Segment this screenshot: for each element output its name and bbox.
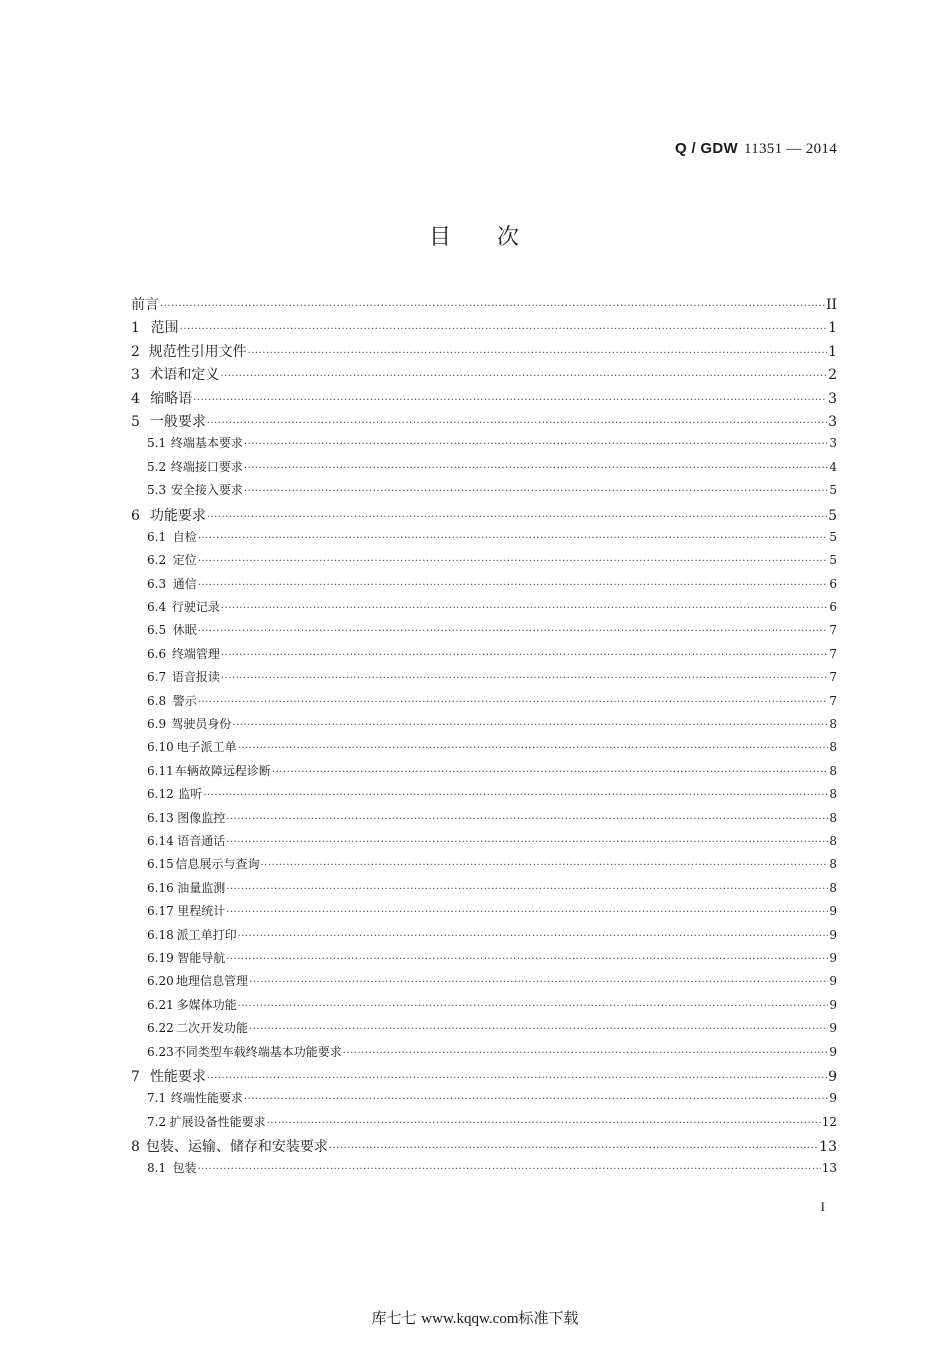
toc-entry-page: 7 (829, 646, 837, 661)
toc-entry-label: 缩略语 (150, 390, 193, 407)
toc-leader-dots (226, 907, 828, 918)
toc-entry-label: 扩展设备性能要求 (169, 1114, 266, 1129)
toc-entry-number: 7.2 (147, 1114, 167, 1129)
toc-entry-page: 7 (829, 670, 837, 685)
toc-entry-label: 安全接入要求 (170, 483, 243, 498)
toc-entry-page: 3 (828, 413, 837, 430)
toc-entry[interactable] (131, 1089, 837, 1112)
toc-entry-page: 8 (829, 833, 837, 848)
toc-entry[interactable] (131, 388, 837, 411)
toc-entry-page: 9 (829, 1044, 837, 1059)
toc-leader-dots (198, 580, 829, 591)
standard-code (675, 139, 837, 158)
toc-entry-page: 7 (829, 623, 837, 638)
toc-entry[interactable] (131, 879, 837, 902)
toc-entry-page: 4 (829, 459, 837, 474)
toc-entry-label: 包装、运输、储存和安装要求 (145, 1139, 328, 1156)
toc-entry[interactable] (131, 902, 837, 925)
toc-leader-dots (198, 556, 829, 567)
toc-leader-dots (238, 1001, 829, 1012)
toc-entry-label: 自检 (172, 529, 197, 544)
toc-entry-label: 车辆故障远程诊断 (174, 763, 271, 778)
toc-entry[interactable] (131, 785, 837, 808)
toc-entry-label: 规范性引用文件 (148, 343, 247, 360)
toc-entry[interactable] (131, 528, 837, 551)
toc-leader-dots (198, 533, 829, 544)
toc-entry[interactable] (131, 832, 837, 855)
toc-leader-dots (160, 301, 825, 312)
toc-entry-label: 功能要求 (149, 507, 206, 524)
toc-leader-dots (244, 486, 828, 497)
toc-entry-label: 包装 (172, 1161, 197, 1176)
toc-entry-label: 智能导航 (177, 950, 226, 965)
toc-entry-page: 6 (829, 600, 837, 615)
toc-entry-number: 6.22 (147, 1021, 174, 1036)
toc-entry-label: 信息展示与查询 (175, 857, 260, 872)
toc-entry-number: 7 (131, 1068, 140, 1085)
toc-leader-dots (244, 463, 828, 474)
toc-leader-dots (193, 395, 827, 406)
toc-entry-page: 1 (828, 343, 837, 360)
toc-entry-page: 6 (829, 576, 837, 591)
toc-leader-dots (249, 1024, 828, 1035)
toc-entry-page: 9 (828, 1068, 837, 1085)
toc-entry-page: 8 (829, 740, 837, 755)
toc-entry[interactable] (131, 1066, 837, 1089)
toc-leader-dots (221, 650, 829, 661)
toc-entry-page: 2 (828, 367, 837, 384)
toc-entry-number: 6.6 (147, 646, 167, 661)
toc-leader-dots (180, 324, 827, 335)
toc-entry[interactable] (131, 668, 837, 691)
toc-leader-dots (207, 1073, 827, 1084)
toc-entry-label: 终端管理 (171, 646, 220, 661)
toc-leader-dots (207, 418, 827, 429)
toc-entry[interactable] (131, 762, 837, 785)
toc-entry-page: 9 (829, 1091, 837, 1106)
table-of-contents (131, 294, 837, 1183)
toc-entry[interactable] (131, 505, 837, 528)
toc-entry-page: 1 (828, 320, 837, 337)
toc-entry-number: 6.13 (147, 810, 174, 825)
toc-entry-label: 一般要求 (149, 413, 206, 430)
toc-entry-page: II (825, 297, 837, 313)
toc-leader-dots (198, 1164, 821, 1175)
toc-entry-number: 6.17 (147, 904, 174, 919)
toc-entry-page: 9 (829, 997, 837, 1012)
toc-entry-label: 行驶记录 (171, 600, 220, 615)
toc-entry[interactable] (131, 996, 837, 1019)
toc-entry-label: 前言 (131, 297, 159, 313)
toc-entry-label: 地理信息管理 (176, 974, 249, 989)
toc-entry[interactable] (131, 949, 837, 972)
toc-entry-number: 5 (131, 413, 140, 430)
toc-entry[interactable] (131, 598, 837, 621)
toc-entry-number: 6.16 (147, 880, 174, 895)
toc-entry-label: 图像监控 (177, 810, 226, 825)
footer-site-name: 库七七 (371, 1309, 417, 1327)
toc-leader-dots (226, 884, 828, 895)
toc-entry[interactable] (131, 294, 837, 317)
toc-entry-number: 8 (131, 1139, 140, 1156)
toc-entry-number: 6.15 (147, 857, 174, 872)
toc-leader-dots (226, 954, 828, 965)
toc-entry[interactable] (131, 855, 837, 878)
toc-entry-page: 8 (829, 717, 837, 732)
toc-entry[interactable] (131, 738, 837, 761)
toc-leader-dots (238, 931, 829, 942)
toc-entry-page: 9 (829, 904, 837, 919)
toc-entry-label: 通信 (172, 576, 197, 591)
toc-entry-page: 8 (829, 810, 837, 825)
toc-entry-label: 警示 (172, 693, 197, 708)
toc-entry-number: 6.18 (147, 927, 174, 942)
toc-entry-page: 13 (821, 1161, 837, 1176)
toc-entry[interactable] (131, 458, 837, 481)
toc-entry-number: 6.14 (147, 833, 174, 848)
toc-leader-dots (221, 603, 829, 614)
toc-entry-number: 5.1 (147, 436, 167, 451)
toc-entry-page: 9 (829, 927, 837, 942)
toc-entry-page: 7 (829, 693, 837, 708)
toc-entry[interactable] (131, 575, 837, 598)
standard-code-number: 11351 — 2014 (743, 141, 837, 157)
toc-leader-dots (207, 512, 827, 523)
toc-entry-label: 电子派工单 (176, 740, 237, 755)
page-title-left: 目 (428, 225, 453, 250)
toc-entry-label: 里程统计 (177, 904, 226, 919)
toc-entry[interactable] (131, 972, 837, 995)
toc-leader-dots (267, 1118, 821, 1129)
toc-entry-number: 6.5 (147, 623, 167, 638)
toc-entry-number: 6.4 (147, 600, 167, 615)
toc-entry-number: 3 (131, 367, 140, 384)
toc-entry-label: 休眠 (172, 623, 197, 638)
toc-entry-page: 8 (829, 880, 837, 895)
toc-entry-number: 5.2 (147, 459, 167, 474)
toc-entry-number: 4 (131, 390, 140, 407)
toc-entry-number: 6.21 (147, 997, 174, 1012)
toc-entry-page: 9 (829, 950, 837, 965)
toc-entry-number: 6.19 (147, 950, 174, 965)
toc-entry[interactable] (131, 1136, 837, 1159)
toc-entry[interactable] (131, 1113, 837, 1136)
toc-leader-dots (238, 743, 829, 754)
toc-entry-number: 6.3 (147, 576, 167, 591)
toc-leader-dots (220, 371, 827, 382)
toc-entry-page: 13 (819, 1139, 837, 1156)
toc-entry-label: 多媒体功能 (176, 997, 237, 1012)
toc-entry[interactable] (131, 434, 837, 457)
toc-entry-label: 性能要求 (149, 1068, 206, 1085)
page-number: I (820, 1199, 825, 1214)
toc-leader-dots (272, 767, 828, 778)
toc-leader-dots (226, 837, 828, 848)
toc-entry-label: 油量监测 (177, 880, 226, 895)
toc-entry[interactable] (131, 645, 837, 668)
toc-entry-page: 5 (829, 529, 837, 544)
toc-leader-dots (329, 1143, 818, 1154)
toc-leader-dots (203, 790, 828, 801)
toc-entry-number: 6.2 (147, 553, 167, 568)
toc-entry-number: 5.3 (147, 483, 167, 498)
toc-entry[interactable] (131, 481, 837, 504)
toc-entry-number: 2 (131, 343, 140, 360)
toc-entry-label: 终端性能要求 (170, 1091, 243, 1106)
standard-code-prefix: Q / GDW (675, 140, 738, 157)
toc-entry-page: 9 (829, 974, 837, 989)
toc-entry-page: 5 (829, 553, 837, 568)
toc-entry[interactable] (131, 551, 837, 574)
toc-entry-label: 派工单打印 (176, 927, 237, 942)
toc-entry-label: 语音报读 (171, 670, 220, 685)
toc-entry-label: 定位 (172, 553, 197, 568)
toc-entry[interactable] (131, 1043, 837, 1066)
toc-entry-page: 8 (829, 787, 837, 802)
toc-entry[interactable] (131, 364, 837, 387)
toc-entry-number: 7.1 (147, 1091, 167, 1106)
footer-url[interactable]: www.kqqw.com (421, 1311, 519, 1327)
toc-entry[interactable] (131, 317, 837, 340)
toc-entry-page: 12 (821, 1114, 837, 1129)
toc-entry-label: 不同类型车载终端基本功能要求 (173, 1044, 342, 1059)
toc-entry[interactable] (131, 411, 837, 434)
toc-entry[interactable] (131, 1019, 837, 1042)
toc-entry-label: 术语和定义 (149, 367, 220, 384)
toc-entry[interactable] (131, 692, 837, 715)
toc-entry[interactable] (131, 715, 837, 738)
toc-leader-dots (248, 348, 827, 359)
toc-entry-number: 6.8 (147, 693, 167, 708)
toc-entry-number: 6.7 (147, 670, 167, 685)
toc-entry-number: 8.1 (147, 1161, 167, 1176)
toc-entry-number: 6.12 (147, 787, 174, 802)
toc-leader-dots (198, 697, 829, 708)
toc-entry-page: 8 (829, 763, 837, 778)
toc-leader-dots (226, 814, 828, 825)
toc-entry-number: 6.20 (147, 974, 174, 989)
toc-entry-label: 监听 (178, 787, 203, 802)
toc-entry-number: 6 (131, 507, 140, 524)
toc-entry-number: 6.23 (147, 1044, 174, 1059)
toc-entry-page: 8 (829, 857, 837, 872)
toc-leader-dots (244, 439, 828, 450)
toc-entry-number: 1 (131, 320, 140, 337)
toc-entry[interactable] (131, 621, 837, 644)
page-title-right: 次 (497, 225, 522, 250)
toc-entry[interactable] (131, 809, 837, 832)
toc-entry-number: 6.1 (147, 529, 167, 544)
toc-leader-dots (343, 1048, 829, 1059)
toc-entry[interactable] (131, 926, 837, 949)
toc-entry-number: 6.10 (147, 740, 174, 755)
toc-entry-label: 终端接口要求 (170, 459, 243, 474)
toc-entry-page: 3 (829, 436, 837, 451)
toc-leader-dots (249, 977, 828, 988)
footer-watermark (0, 1307, 950, 1328)
toc-entry-number: 6.9 (147, 717, 167, 732)
toc-leader-dots (198, 626, 829, 637)
footer-suffix: 标准下载 (518, 1309, 579, 1327)
toc-entry-page: 5 (829, 483, 837, 498)
toc-entry-label: 终端基本要求 (170, 436, 243, 451)
page-title (0, 220, 950, 251)
toc-entry-page: 3 (828, 390, 837, 407)
toc-entry-label: 语音通话 (177, 833, 226, 848)
toc-entry-label: 二次开发功能 (176, 1021, 249, 1036)
toc-entry-page: 9 (829, 1021, 837, 1036)
toc-entry[interactable] (131, 1159, 837, 1182)
toc-leader-dots (260, 860, 828, 871)
toc-entry-number: 6.11 (147, 763, 174, 778)
toc-leader-dots (221, 673, 829, 684)
toc-entry-label: 驾驶员身份 (171, 717, 232, 732)
toc-leader-dots (244, 1094, 828, 1105)
toc-entry-page: 5 (828, 507, 837, 524)
toc-leader-dots (232, 720, 828, 731)
toc-entry[interactable] (131, 341, 837, 364)
toc-entry-label: 范围 (150, 320, 179, 337)
